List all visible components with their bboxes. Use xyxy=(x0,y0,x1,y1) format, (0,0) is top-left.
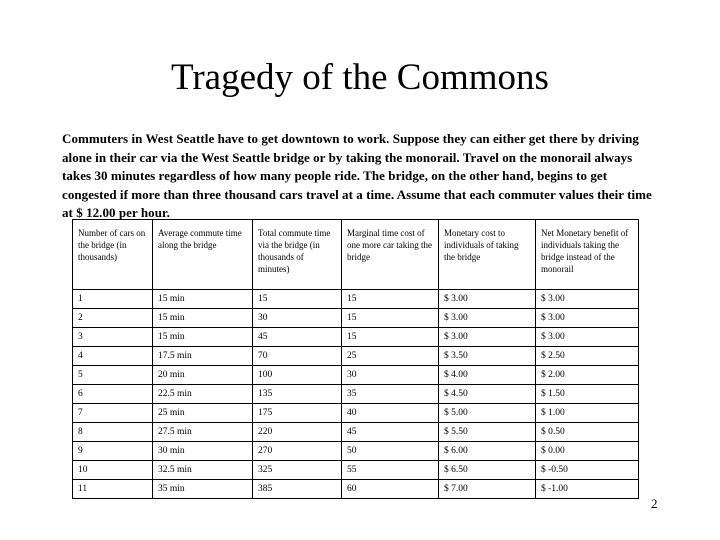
table-cell: 135 xyxy=(253,385,342,404)
table-cell: 30 min xyxy=(153,442,253,461)
table-cell: 15 xyxy=(342,328,439,347)
header-monetary-cost: Monetary cost to individuals of taking the bridge xyxy=(439,220,536,290)
commute-cost-table xyxy=(72,219,639,499)
table-row xyxy=(73,347,639,366)
table-cell: 20 min xyxy=(153,366,253,385)
intro-paragraph: Commuters in West Seattle have to get downtown to work. Suppose they can either get there by driving alone in their car via the West Seattle bridge or by taking the monorail. Travel on the monorail always takes 30 minutes regardless of how many people ride. The bridge, on the other hand, begins to get congested if more than three thousand cars travel at a time. Assume that each commuter values their time at $ 12.00 per hour. xyxy=(62,131,652,220)
table-row xyxy=(73,309,639,328)
table-cell: $ 1.50 xyxy=(536,385,639,404)
table-cell: $ -0.50 xyxy=(536,461,639,480)
table-cell: 30 xyxy=(342,366,439,385)
table-cell: $ 3.50 xyxy=(439,347,536,366)
table-row xyxy=(73,423,639,442)
slide-title: Tragedy of the Commons xyxy=(171,57,549,98)
table-cell: $ 3.00 xyxy=(536,328,639,347)
table-cell: 70 xyxy=(253,347,342,366)
table-row xyxy=(73,290,639,309)
table-cell: 220 xyxy=(253,423,342,442)
table-cell: 175 xyxy=(253,404,342,423)
table-row xyxy=(73,366,639,385)
table-cell: 100 xyxy=(253,366,342,385)
table-cell: 6 xyxy=(73,385,153,404)
table-cell: $ 4.50 xyxy=(439,385,536,404)
table-cell: $ 3.00 xyxy=(536,309,639,328)
table-cell: 27.5 min xyxy=(153,423,253,442)
table-cell: $ 3.00 xyxy=(536,290,639,309)
table-row xyxy=(73,442,639,461)
table-cell: $ 0.50 xyxy=(536,423,639,442)
table-header-row xyxy=(73,220,639,290)
table-cell: 385 xyxy=(253,480,342,499)
table-cell: 45 xyxy=(253,328,342,347)
table-row xyxy=(73,461,639,480)
header-total-commute-time: Total commute time via the bridge (in thousands of minutes) xyxy=(253,220,342,290)
table-cell: 11 xyxy=(73,480,153,499)
table-cell: 40 xyxy=(342,404,439,423)
table-cell: $ 3.00 xyxy=(439,328,536,347)
table-cell: 35 min xyxy=(153,480,253,499)
table-cell: 50 xyxy=(342,442,439,461)
table-cell: 3 xyxy=(73,328,153,347)
table-cell: 8 xyxy=(73,423,153,442)
table-cell: 4 xyxy=(73,347,153,366)
table-cell: 10 xyxy=(73,461,153,480)
table-cell: $ 3.00 xyxy=(439,290,536,309)
page-number: 2 xyxy=(651,496,658,511)
table-cell: $ 1.00 xyxy=(536,404,639,423)
table-cell: 35 xyxy=(342,385,439,404)
table-cell: 1 xyxy=(73,290,153,309)
header-net-monetary-benefit: Net Monetary benefit of individuals taking the bridge instead of the monorail xyxy=(536,220,639,290)
table-cell: 270 xyxy=(253,442,342,461)
table-cell: 55 xyxy=(342,461,439,480)
table-cell: 17.5 min xyxy=(153,347,253,366)
table-cell: $ 6.00 xyxy=(439,442,536,461)
header-average-commute-time: Average commute time along the bridge xyxy=(153,220,253,290)
table-cell: 25 xyxy=(342,347,439,366)
table-cell: 15 xyxy=(253,290,342,309)
table-cell: $ -1.00 xyxy=(536,480,639,499)
table-cell: 2 xyxy=(73,309,153,328)
header-cars-on-bridge: Number of cars on the bridge (in thousands) xyxy=(73,220,153,290)
table-cell: $ 2.00 xyxy=(536,366,639,385)
table-row xyxy=(73,328,639,347)
header-marginal-time-cost: Marginal time cost of one more car taking the bridge xyxy=(342,220,439,290)
table-cell: 15 xyxy=(342,290,439,309)
table-cell: 15 xyxy=(342,309,439,328)
table-row xyxy=(73,404,639,423)
table-cell: 325 xyxy=(253,461,342,480)
table-cell: 7 xyxy=(73,404,153,423)
table-cell: $ 5.50 xyxy=(439,423,536,442)
table-cell: 9 xyxy=(73,442,153,461)
table-row xyxy=(73,385,639,404)
table-cell: $ 0.00 xyxy=(536,442,639,461)
table-cell: 15 min xyxy=(153,328,253,347)
table-cell: 15 min xyxy=(153,309,253,328)
table-cell: $ 3.00 xyxy=(439,309,536,328)
table-cell: 22.5 min xyxy=(153,385,253,404)
table-cell: $ 4.00 xyxy=(439,366,536,385)
table-cell: $ 2.50 xyxy=(536,347,639,366)
table-cell: $ 6.50 xyxy=(439,461,536,480)
table-cell: 5 xyxy=(73,366,153,385)
table-cell: 15 min xyxy=(153,290,253,309)
table-cell: 45 xyxy=(342,423,439,442)
table-cell: $ 5.00 xyxy=(439,404,536,423)
table-cell: 32.5 min xyxy=(153,461,253,480)
table-row xyxy=(73,480,639,499)
table-cell: $ 7.00 xyxy=(439,480,536,499)
table-cell: 30 xyxy=(253,309,342,328)
table-cell: 60 xyxy=(342,480,439,499)
table-cell: 25 min xyxy=(153,404,253,423)
